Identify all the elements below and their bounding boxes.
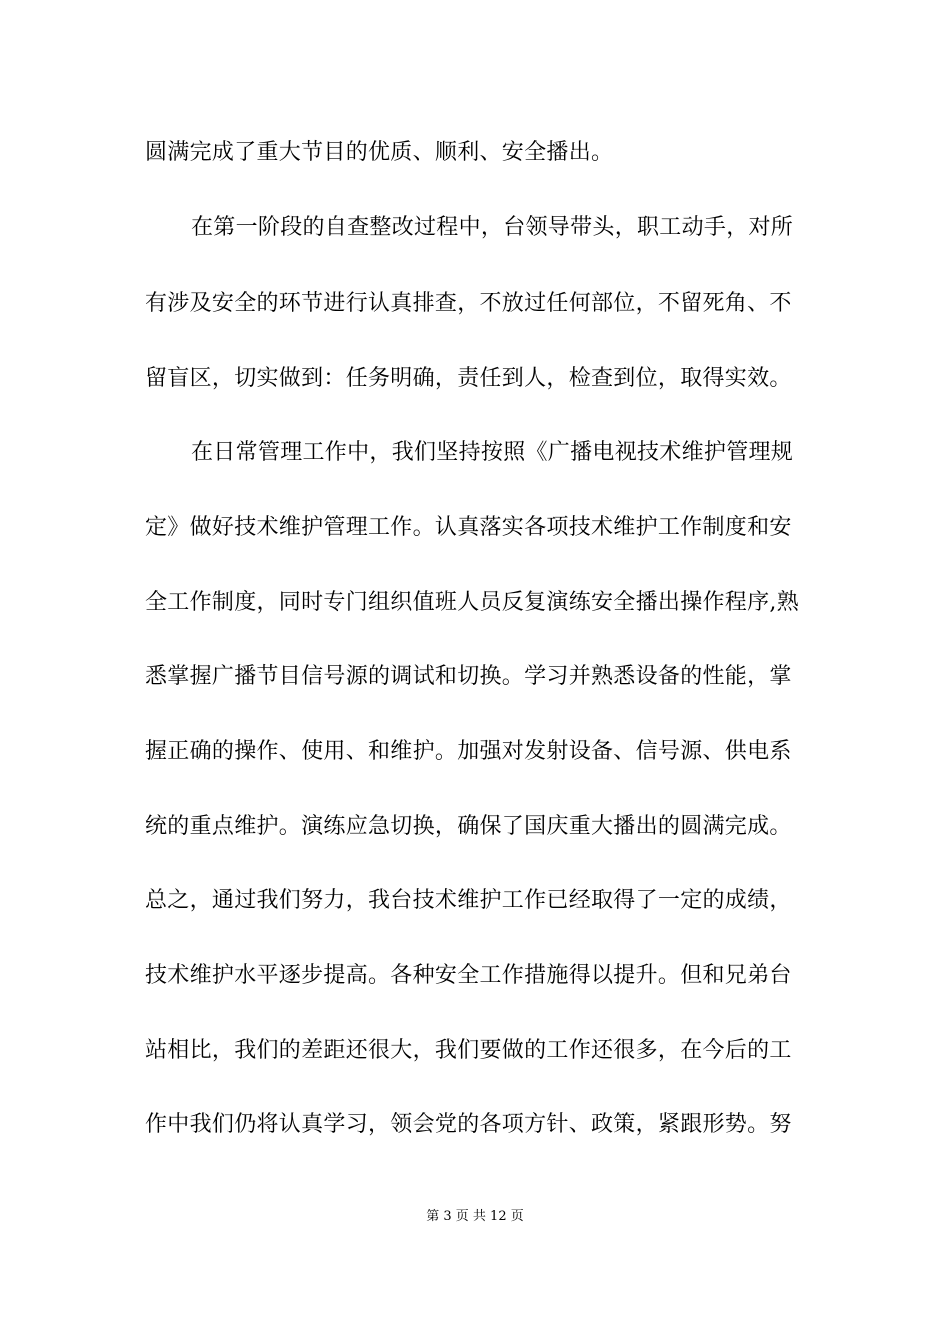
text-line: 统的重点维护。演练应急切换，确保了国庆重大播出的圆满完成。: [145, 814, 792, 839]
text-line: 总之，通过我们努力，我台技术维护工作已经取得了一定的成绩，: [145, 888, 792, 913]
text-line: 留盲区，切实做到：任务明确，责任到人，检查到位，取得实效。: [145, 366, 792, 391]
text-line: 在第一阶段的自查整改过程中，台领导带头，职工动手，对所: [191, 215, 794, 240]
text-line: 作中我们仍将认真学习，领会党的各项方针、政策，紧跟形势。努: [145, 1112, 792, 1137]
text-line: 全工作制度，同时专门组织值班人员反复演练安全播出操作程序,熟: [145, 590, 799, 615]
text-line: 握正确的操作、使用、和维护。加强对发射设备、信号源、供电系: [145, 739, 792, 764]
page-number-footer: 第 3 页 共 12 页: [426, 1209, 524, 1224]
text-line: 站相比，我们的差距还很大，我们要做的工作还很多，在今后的工: [145, 1038, 792, 1063]
text-line: 定》做好技术维护管理工作。认真落实各项技术维护工作制度和安: [145, 515, 792, 540]
text-line: 圆满完成了重大节目的优质、顺利、安全播出。: [145, 140, 614, 165]
text-line: 在日常管理工作中，我们坚持按照《广播电视技术维护管理规: [191, 440, 794, 465]
text-line: 技术维护水平逐步提高。各种安全工作措施得以提升。但和兄弟台: [145, 963, 792, 988]
text-line: 悉掌握广播节目信号源的调试和切换。学习并熟悉设备的性能，掌: [145, 664, 792, 689]
text-line: 有涉及安全的环节进行认真排查，不放过任何部位，不留死角、不: [145, 291, 792, 316]
